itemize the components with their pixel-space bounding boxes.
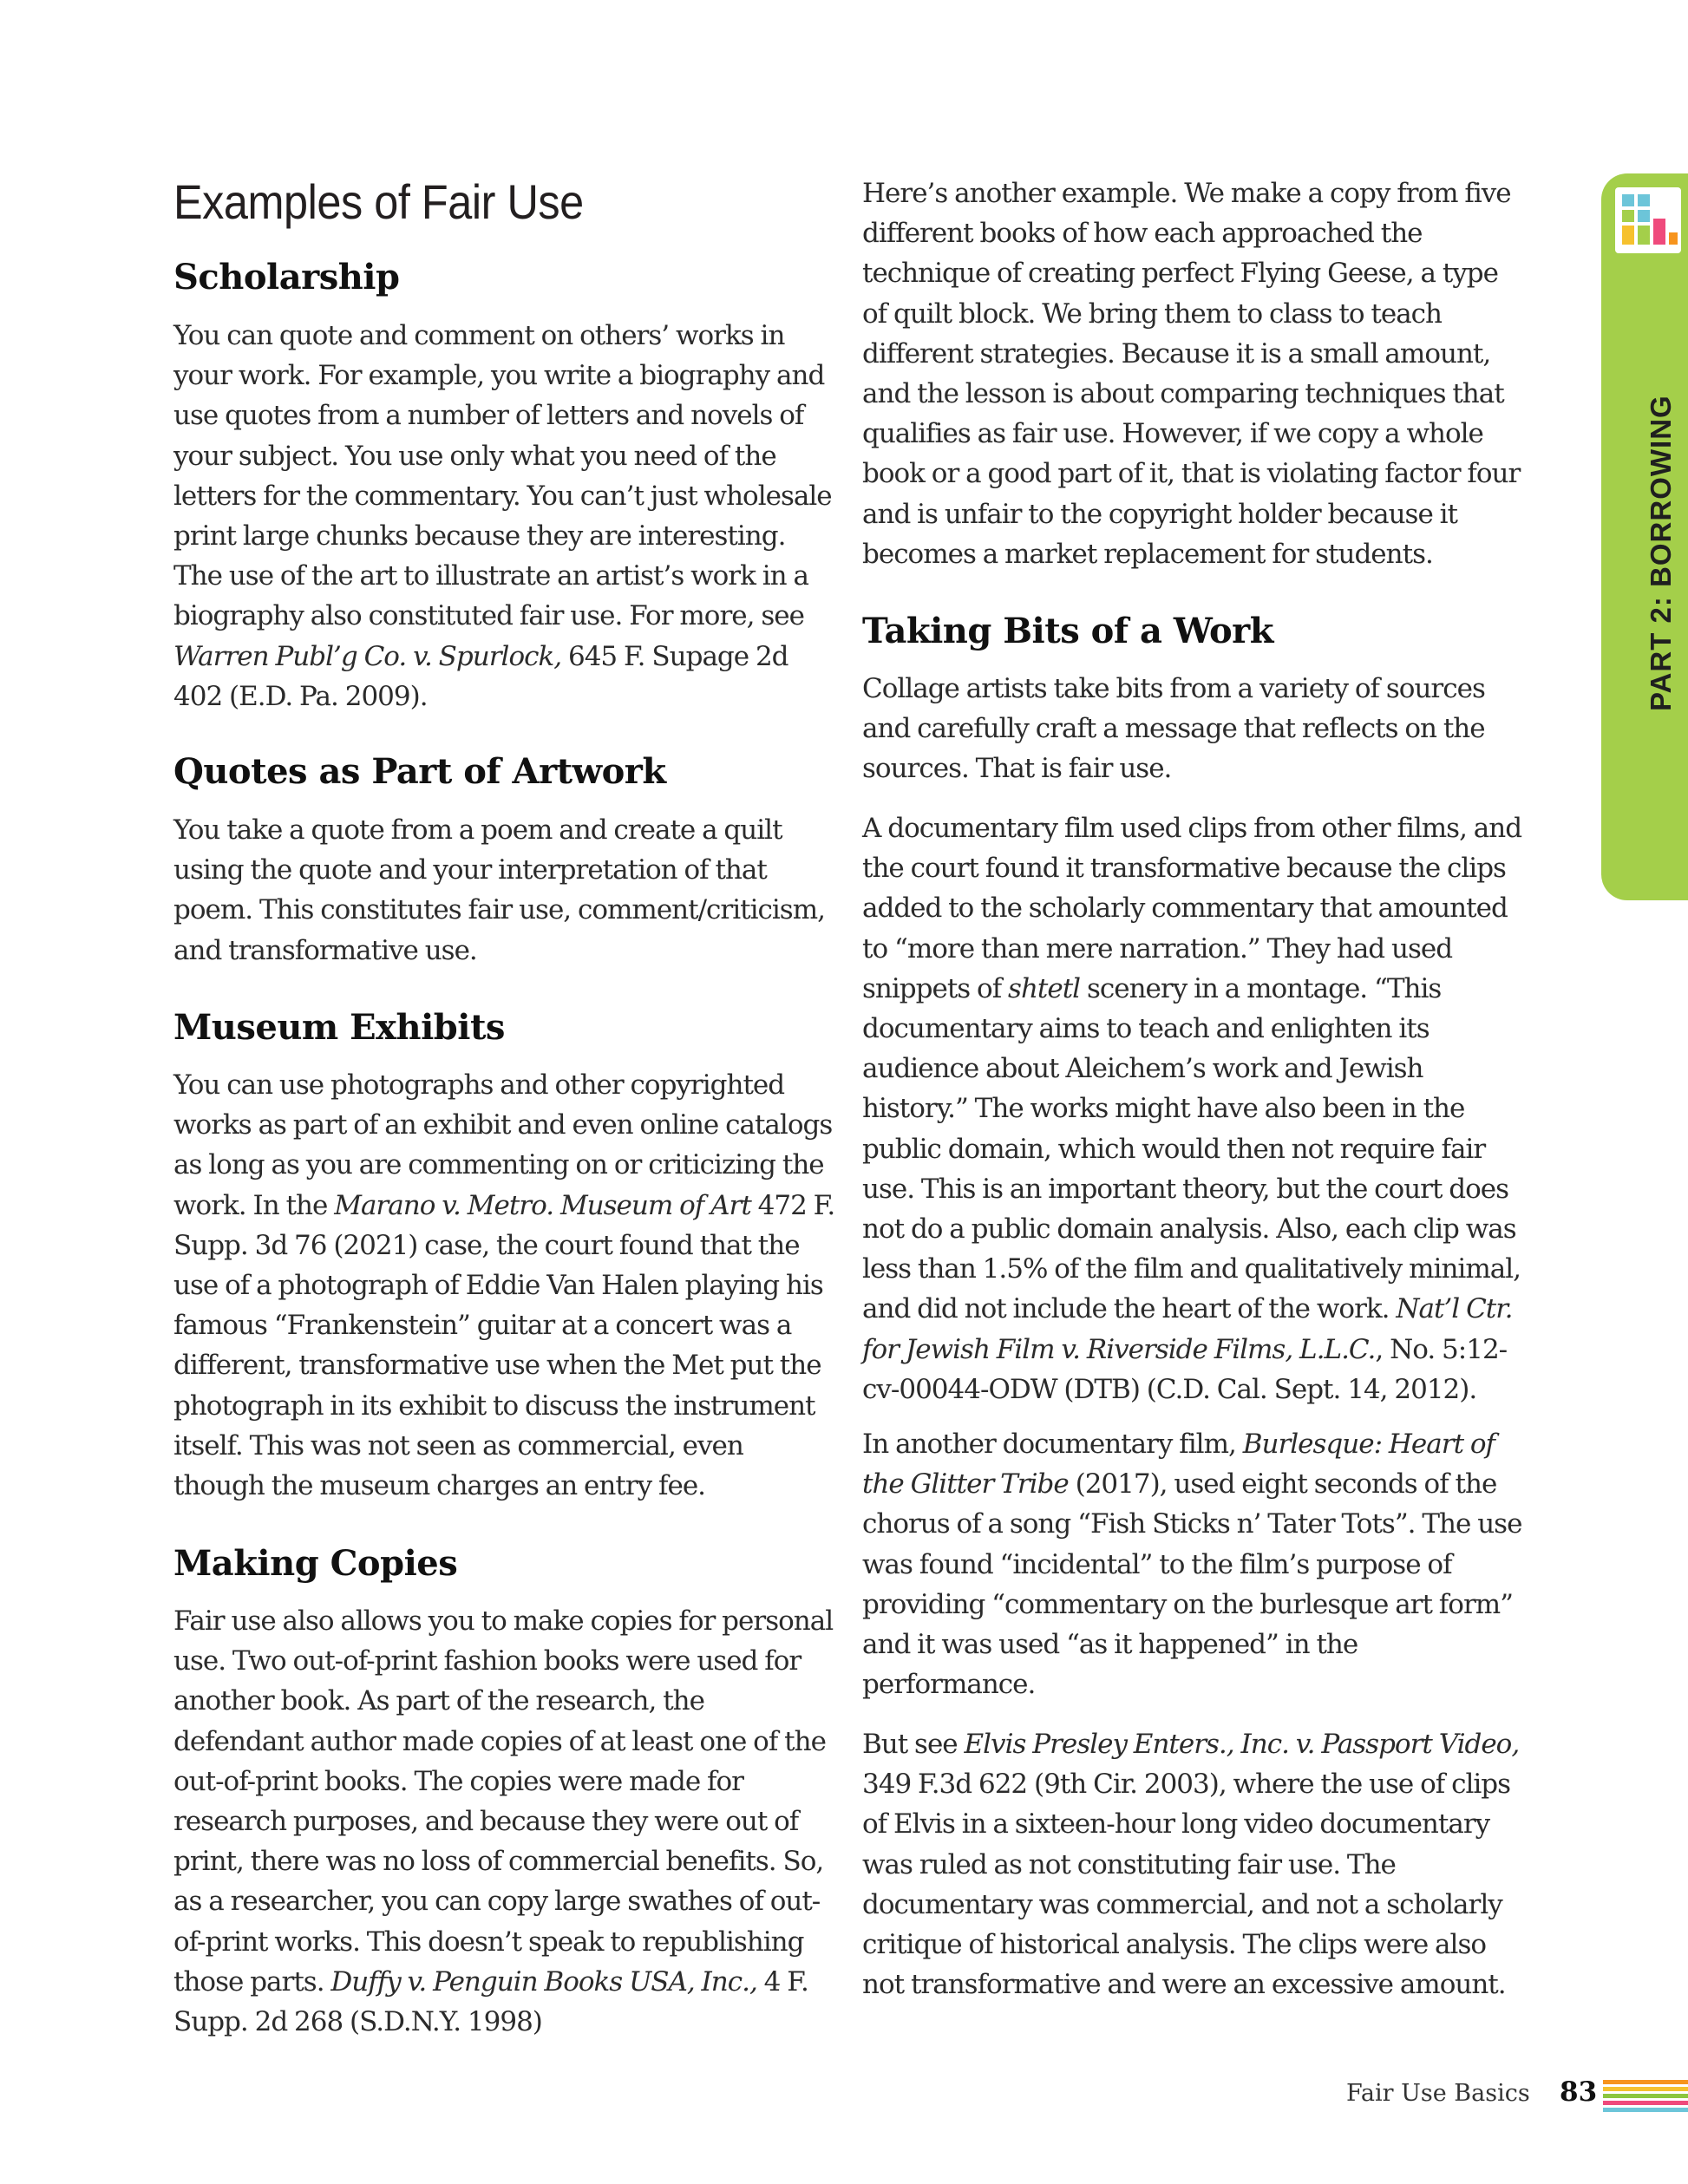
footer-title: Fair Use Basics	[1346, 2080, 1530, 2107]
paragraph-museum-exhibits: You can use photographs and other copyrighted works as part of an exhibit and even online catalogs as long as you are commenting on or criticizing the work. In the Marano v. Metro. Museum of Art 472 F. Supp. 3d 76 (2021) case, the court found that the use of a photograph of Eddie Van Halen playing his famous “Frankenstein” guitar at a concert was a different, transformative use when the Met put the photograph in its exhibit to discuss the instrument itself. This was not seen as commercial, even though the museum charges an entry fee.	[173, 1069, 835, 1502]
heading-museum-exhibits: Museum Exhibits	[173, 1007, 505, 1048]
stripe-green	[1603, 2094, 1688, 2098]
paragraph-burlesque: In another documentary film, Burlesque: Heart of the Glitter Tribe (2017), used eight seconds of the chorus of a song “Fish Sticks n’ Tater Tots”. The use was found “incidental” to the film’s purpose of providing “commentary on the burlesque art form” and it was used “as it happened” in the performance.	[862, 1429, 1522, 1701]
footer-color-stripes	[1603, 2080, 1688, 2115]
paragraph-documentary-clips: A documentary film used clips from other films, and the court found it transformative because the clips added to the scholarly commentary that amounted to “more than mere narration.” They had used snippets of shtetl scenery in a montage. “This documentary aims to teach and enlighten its audience about Aleichem’s work and Jewish history.” The works might have also been in the public domain, which would then not require fair use. This is an important theory, but the court does not do a public domain analysis. Also, each clip was less than 1.5% of the film and qualitatively minimal, and did not include the heart of the work. Nat’l Ctr. for Jewish Film v. Riverside Films, L.L.C., No. 5:12-cv-00044-ODW (DTB) (C.D. Cal. Sept. 14, 2012).	[862, 813, 1522, 1405]
heading-quotes-artwork: Quotes as Part of Artwork	[173, 751, 666, 792]
case-citation: Nat’l Ctr. for Jewish Film v. Riverside Films, L.L.C.	[862, 1293, 1513, 1365]
case-citation: Warren Publ’g Co. v. Spurlock,	[173, 640, 562, 672]
quilt-blocks-icon	[1615, 187, 1681, 253]
paragraph-making-copies: Fair use also allows you to make copies for personal use. Two out-of-print fashion books were used for another book. As part of the research, the defendant author made copies of at least one of the out-of-print books. The copies were made for research purposes, and because they were out of print, there was no loss of commercial benefits. So, as a researcher, you can copy large swathes of out-of-print works. This doesn’t speak to republishing those parts. Duffy v. Penguin Books USA, Inc., 4 F. Supp. 2d 268 (S.D.N.Y. 1998)	[173, 1605, 834, 2038]
page-title: Examples of Fair Use	[173, 174, 584, 229]
paragraph-elvis: But see Elvis Presley Enters., Inc. v. Passport Video, 349 F.3d 622 (9th Cir. 2003), where the use of clips of Elvis in a sixteen-hour long video documentary was ruled as not constituting fair use. The documentary was commercial, and not a scholarly critique of historical analysis. The clips were also not transformative and were an excessive amount.	[862, 1729, 1520, 2001]
stripe-pink	[1603, 2101, 1688, 2105]
heading-taking-bits: Taking Bits of a Work	[862, 611, 1273, 651]
paragraph-scholarship: You can quote and comment on others’ works in your work. For example, you write a biography and use quotes from a number of letters and novels of your subject. You use only what you need of the letters for the commentary. You can’t just wholesale print large chunks because they are interesting. The use of the art to illustrate an artist’s work in a biography also constituted fair use. For more, see Warren Publ’g Co. v. Spurlock, 645 F. Supage 2d 402 (E.D. Pa. 2009).	[173, 320, 832, 712]
page-number: 83	[1560, 2076, 1598, 2108]
case-citation: Duffy v. Penguin Books USA, Inc.,	[330, 1965, 757, 1998]
paragraph-collage: Collage artists take bits from a variety of sources and carefully craft a message that reflects on the sources. That is fair use.	[862, 673, 1485, 785]
section-side-tab	[1601, 173, 1688, 900]
case-citation: Marano v. Metro. Museum of Art	[334, 1189, 751, 1221]
side-tab-label: PART 2: BORROWING	[1645, 395, 1677, 711]
stripe-orange	[1603, 2080, 1688, 2084]
case-citation: Elvis Presley Enters., Inc. v. Passport Video,	[964, 1729, 1520, 1760]
heading-scholarship: Scholarship	[173, 257, 400, 298]
film-title: Burlesque: Heart of the Glitter Tribe	[862, 1429, 1495, 1501]
paragraph-quotes-artwork: You take a quote from a poem and create a quilt using the quote and your interpretation of that poem. This constitutes fair use, comment/criticism, and transformative use.	[173, 814, 825, 966]
heading-making-copies: Making Copies	[173, 1543, 458, 1584]
stripe-yellow	[1603, 2087, 1688, 2091]
paragraph-flying-geese-example: Here’s another example. We make a copy from five different books of how each approached the technique of creating perfect Flying Geese, a type of quilt block. We bring them to class to teach different strategies. Because it is a small amount, and the lesson is about comparing techniques that qualifies as fair use. However, if we copy a whole book or a good part of it, that is violating factor four and is unfair to the copyright holder because it becomes a market replacement for students.	[862, 178, 1521, 570]
stripe-blue	[1603, 2108, 1688, 2112]
